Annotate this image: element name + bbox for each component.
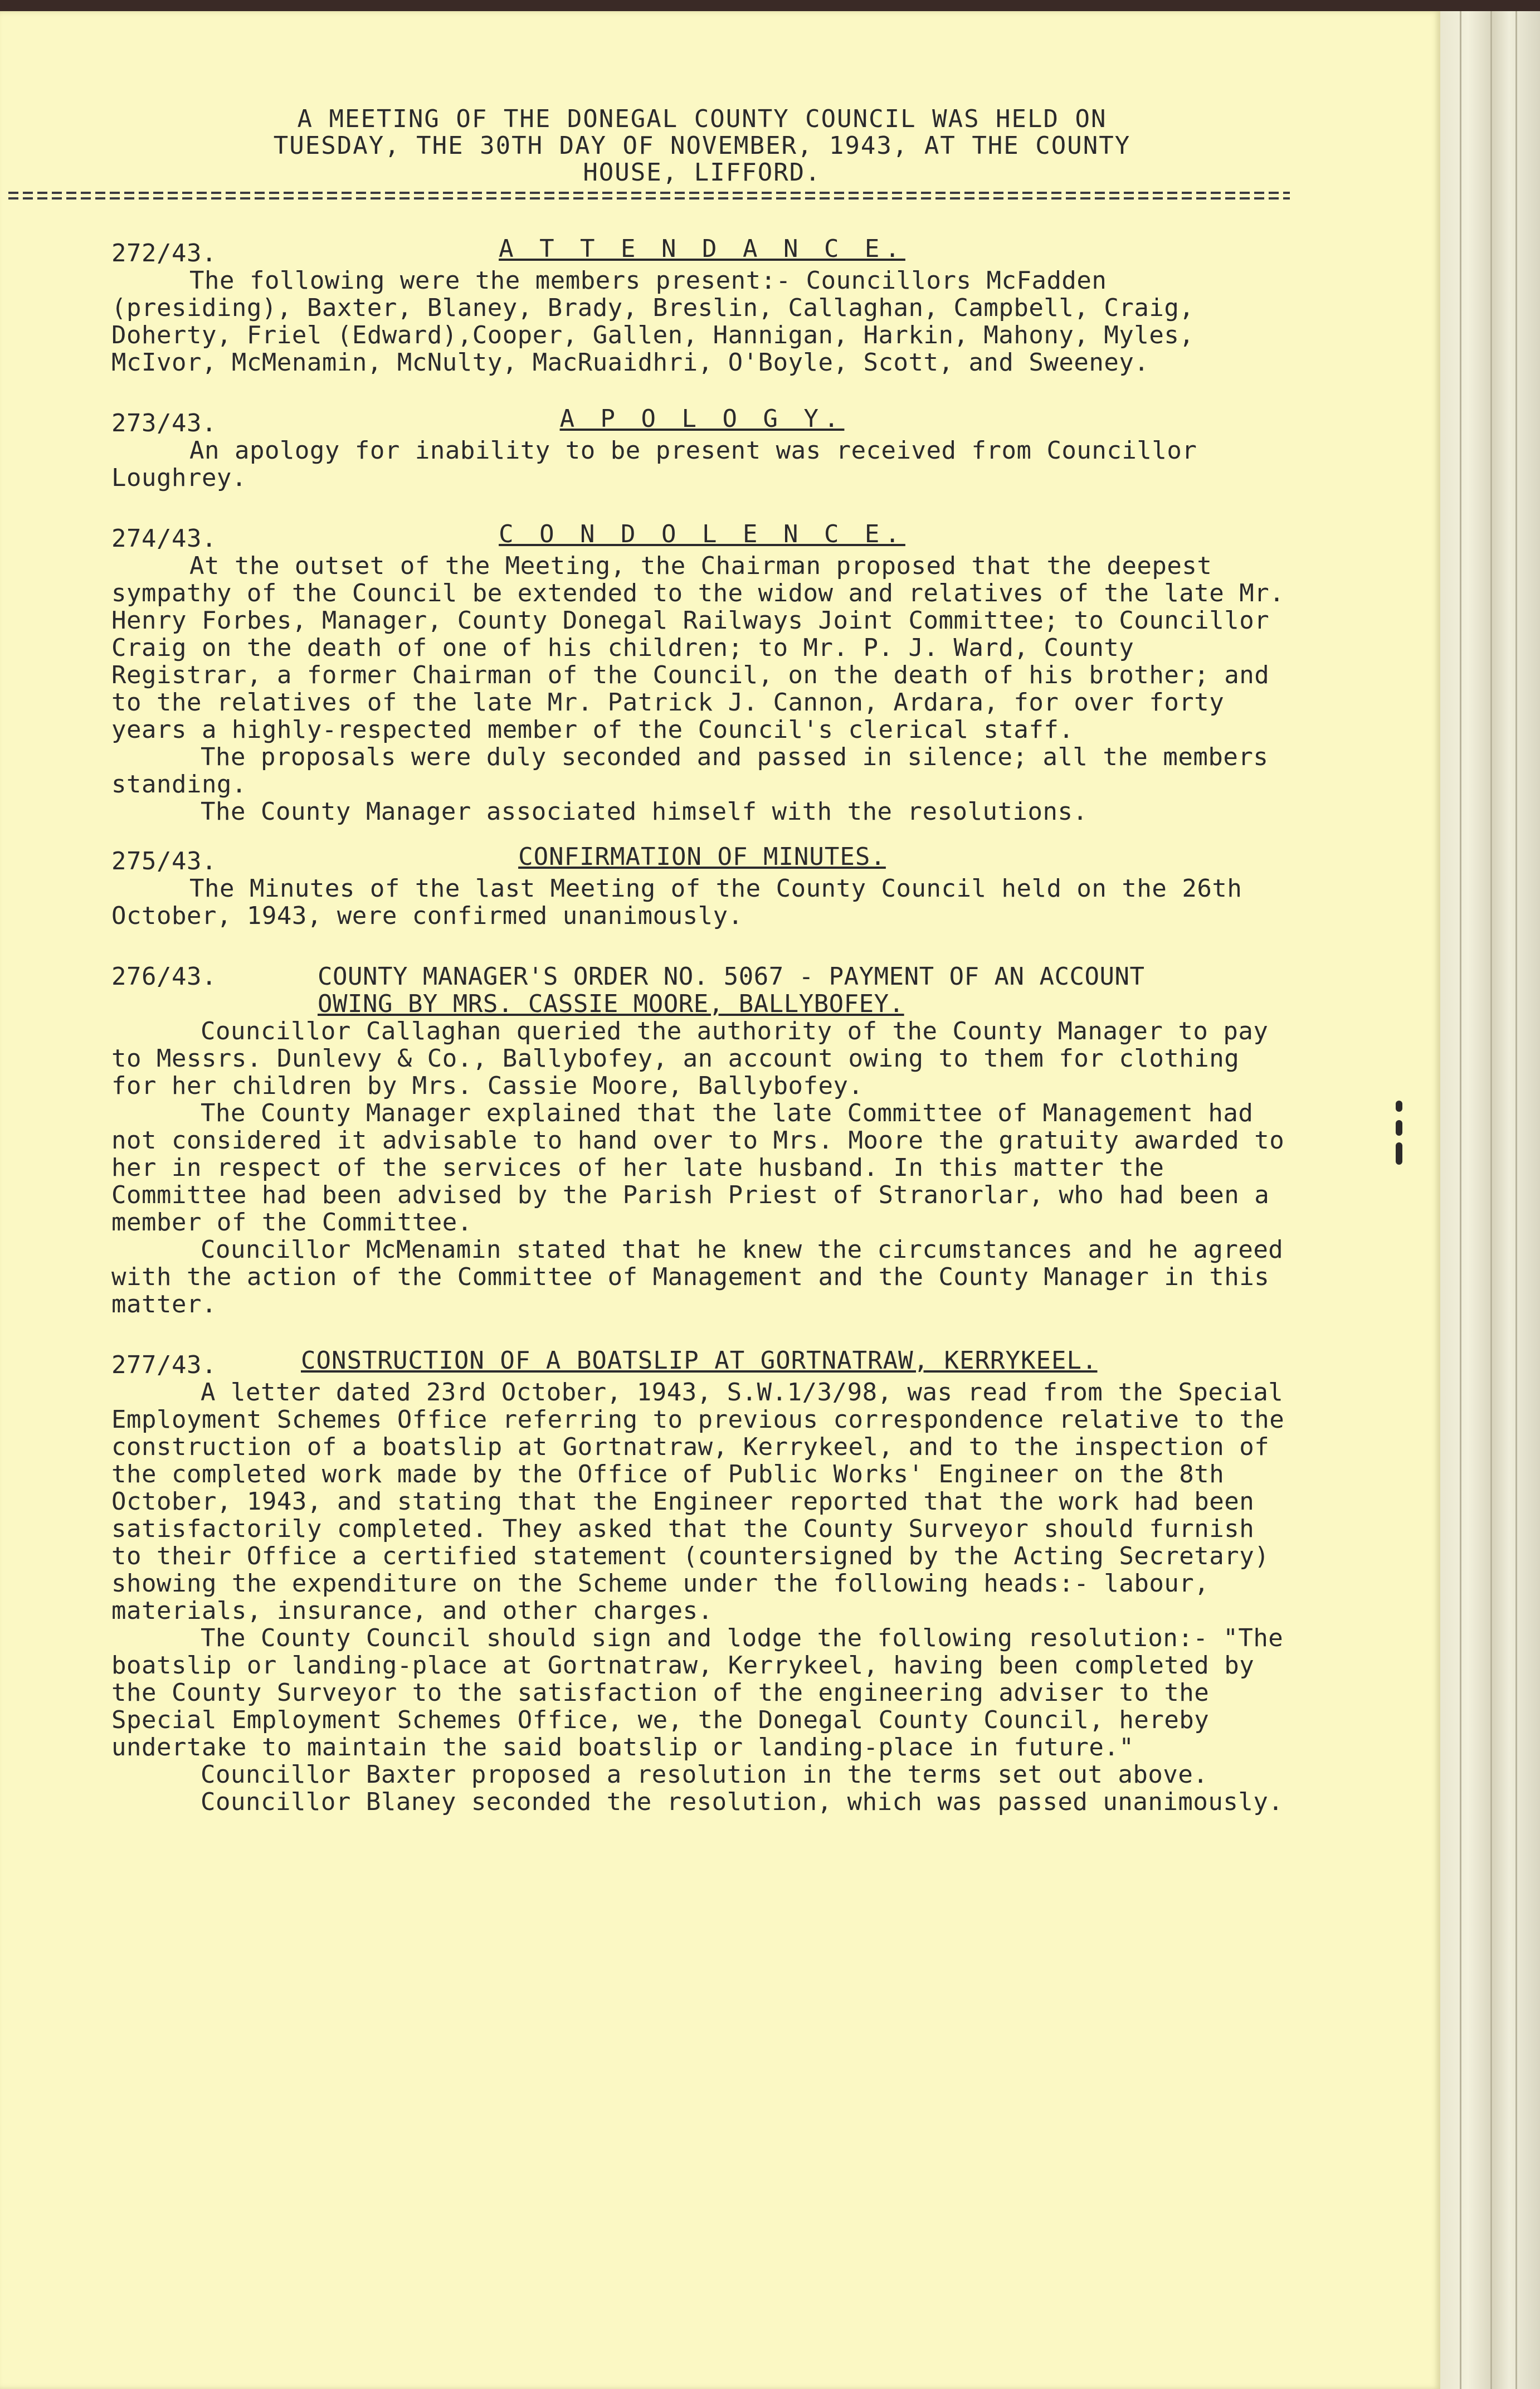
page-edge-line — [1490, 11, 1492, 2389]
minute-apology — [111, 405, 1293, 492]
page-stack-edge — [1437, 11, 1540, 2389]
minute-number: 273/43. — [111, 409, 217, 437]
page-edge-line — [1460, 11, 1461, 2389]
minute-number: 275/43. — [111, 847, 217, 875]
section-title-line-2-text: OWING BY MRS. CASSIE MOORE, BALLYBOFEY. — [318, 990, 904, 1018]
margin-mark — [1396, 1101, 1402, 1112]
section-body-3: The County Manager associated himself with the resolutions. — [201, 797, 1088, 826]
section-body-4: Councillor Blaney seconded the resolution, which was passed unanimously. — [201, 1788, 1284, 1816]
section-body-3: Councillor Baxter proposed a resolution in the terms set out above. — [201, 1760, 1208, 1789]
heading-line-3: HOUSE, LIFFORD. — [583, 158, 821, 187]
section-body: At the outset of the Meeting, the Chairman proposed that the deepest sympathy of the Council be extended to the widow and relatives of the late Mr. Henry Forbes, Manager, County Donegal Railways Joint Committee; to Councillor Craig on the death of one of his children; to Mr. P. J. Ward, County Registrar, a former Chairman of the Council, on the death of his brother; and to the relatives of the late Mr. Patrick J. Cannon, Ardara, for over forty years a highly-respected member of the Council's clerical staff. — [111, 552, 1285, 744]
section-header — [111, 963, 1293, 1018]
heading-line-1: A MEETING OF THE DONEGAL COUNTY COUNCIL WAS HELD ON — [297, 105, 1107, 133]
section-body: The following were the members present:- Councillors McFadden (presiding), Baxter, Blaney, Brady, Breslin, Callaghan, Campbell, Craig, Doherty, Friel (Edward),Cooper, Gallen, Hannigan, Harkin, Mahony, Myles, McIvor, McMenamin, McNulty, MacRuaidhri, O'Boyle, Scott, and Sweeney. — [111, 266, 1195, 377]
section-body-3: Councillor McMenamin stated that he knew the circumstances and he agreed with the action of the Committee of Management and the County Manager in this matter. — [111, 1235, 1284, 1318]
section-header — [111, 1346, 1293, 1379]
minute-boatslip — [111, 1346, 1293, 1816]
minute-number: 274/43. — [111, 524, 217, 553]
section-header — [111, 520, 1293, 553]
minute-confirmation — [111, 843, 1293, 930]
minute-number: 272/43. — [111, 239, 217, 267]
section-title: C O N D O L E N C E. — [499, 520, 905, 548]
minute-number: 276/43. — [111, 962, 217, 991]
section-header — [111, 235, 1293, 267]
minute-number: 277/43. — [111, 1351, 217, 1379]
section-body-2: The County Council should sign and lodge the following resolution:- "The boatslip or landing-place at Gortnatraw, Kerrykeel, having been completed by the County Surveyor to the satisfaction of the engineering adviser to the Special Employment Schemes Office, we, the Donegal County Council, hereby undertake to maintain the said boatslip or landing-place in future." — [111, 1624, 1284, 1762]
section-title: A P O L O G Y. — [559, 405, 845, 433]
section-header — [111, 405, 1293, 437]
section-body: An apology for inability to be present was received from Councillor Loughrey. — [111, 436, 1197, 492]
section-body: The Minutes of the last Meeting of the County Council held on the 26th October, 1943, were confirmed unanimously. — [111, 874, 1242, 930]
document-content — [111, 106, 1293, 1816]
margin-mark — [1396, 1142, 1402, 1165]
minute-condolence — [111, 520, 1293, 826]
page-edge-line — [1515, 11, 1517, 2389]
heading-line-2: TUESDAY, THE 30TH DAY OF NOVEMBER, 1943, AT THE COUNTY — [273, 132, 1131, 160]
section-header — [111, 843, 1293, 875]
section-title: A T T E N D A N C E. — [499, 235, 905, 263]
section-body: A letter dated 23rd October, 1943, S.W.1/3/98, was read from the Special Employment Schemes Office referring to previous correspondence relative to the construction of a boatslip at Gortnatraw, Kerrykeel, and to the inspection of the completed work made by the Office of Public Works' Engineer on the 8th October, 1943, and stating that the Engineer reported that the work had been satisfactorily completed. They asked that the County Surveyor should furnish to their Office a certified statement (countersigned by the Acting Secretary) showing the expenditure on the Scheme under the following heads:- labour, materials, insurance, and other charges. — [111, 1378, 1285, 1625]
section-title-line-2 — [318, 990, 1293, 1018]
section-body-2: The proposals were duly seconded and passed in silence; all the members standing. — [111, 743, 1269, 799]
double-dash-rule — [8, 192, 1290, 201]
margin-mark — [1396, 1120, 1402, 1136]
section-title: CONSTRUCTION OF A BOATSLIP AT GORTNATRAW, KERRYKEEL. — [301, 1346, 1098, 1375]
minute-attendance — [111, 235, 1293, 377]
minute-managers-order — [111, 963, 1293, 1318]
section-body: Councillor Callaghan queried the authority of the County Manager to pay to Messrs. Dunlevy & Co., Ballybofey, an account owing to them for clothing for her children by Mrs. Cassie Moore, Ballybofey. — [111, 1017, 1269, 1100]
section-title-line-1: COUNTY MANAGER'S ORDER NO. 5067 - PAYMENT OF AN ACCOUNT — [318, 962, 1145, 991]
section-body-2: The County Manager explained that the late Committee of Management had not considered it advisable to hand over to Mrs. Moore the gratuity awarded to her in respect of the services of her late husband. In this matter the Committee had been advised by the Parish Priest of Stranorlar, who had been a member of the Committee. — [111, 1099, 1285, 1237]
section-title: CONFIRMATION OF MINUTES. — [518, 843, 886, 871]
meeting-heading — [111, 106, 1293, 186]
